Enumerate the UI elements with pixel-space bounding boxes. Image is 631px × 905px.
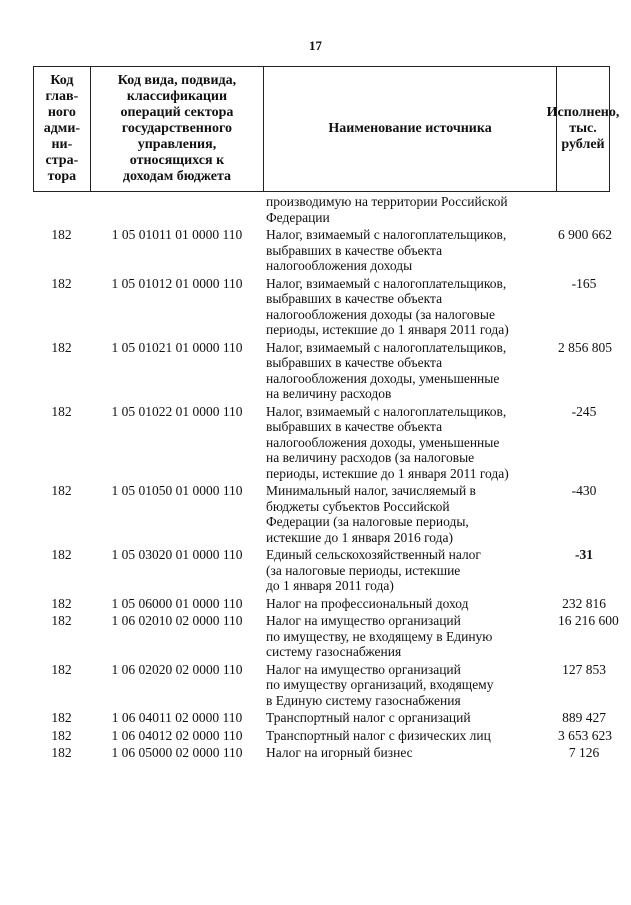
source-name-line: периоды, истекшие до 1 января 2011 года)	[266, 322, 509, 337]
source-name-line: Транспортный налог с организаций	[266, 710, 471, 725]
executed-amount-cell: -31	[575, 547, 593, 562]
admin-code-cell: 182	[51, 275, 72, 291]
table-row	[33, 596, 610, 612]
source-name-cell	[264, 613, 558, 660]
source-name-line: Налог на игорный бизнес	[266, 745, 413, 760]
admin-code-cell: 182	[51, 547, 72, 562]
source-name-line: бюджеты субъектов Российской	[266, 498, 450, 514]
source-name-line: Минимальный налог, зачисляемый в	[266, 483, 476, 498]
header-line: государственного	[121, 121, 232, 136]
executed-amount-cell: 889 427	[562, 710, 606, 725]
admin-code-cell: 182	[51, 710, 72, 725]
table-row	[33, 227, 610, 274]
source-name-cell	[264, 227, 558, 274]
header-line: относящихся к	[129, 153, 225, 168]
classification-code-cell: 1 06 02020 02 0000 110	[111, 661, 243, 677]
source-name-line: в Единую систему газоснабжения	[266, 692, 461, 708]
source-name-line: Налог, взимаемый с налогоплательщиков,	[266, 403, 507, 419]
admin-code-cell: 182	[51, 595, 72, 611]
source-name-line: Налог на имущество организаций	[266, 661, 461, 677]
source-name-line: налогообложения доходы (за налоговые	[266, 306, 495, 322]
admin-code-cell: 182	[51, 339, 72, 355]
executed-amount-cell: 7 126	[568, 745, 600, 760]
source-name-line: до 1 января 2011 года)	[266, 578, 394, 593]
executed-amount-cell: 16 216 600	[558, 613, 619, 628]
admin-code-cell: 182	[51, 727, 72, 743]
source-name-cell	[264, 596, 558, 612]
table-header	[33, 66, 620, 192]
source-name-line: истекшие до 1 января 2016 года)	[266, 529, 454, 545]
admin-code-cell: 182	[51, 661, 72, 677]
source-name-line: выбравших в качестве объекта	[266, 242, 443, 258]
source-name-cell	[264, 404, 558, 482]
executed-amount-cell: 6 900 662	[558, 227, 612, 242]
classification-code-cell	[90, 194, 264, 225]
header-line: Исполнено,	[546, 105, 620, 120]
source-name-line: выбравших в качестве объекта	[266, 355, 443, 370]
source-name-line: Федерации (за налоговые периоды,	[266, 514, 469, 529]
classification-code-cell: 1 06 02010 02 0000 110	[111, 613, 243, 628]
admin-code-cell: 182	[51, 613, 72, 628]
classification-code-cell: 1 06 04011 02 0000 110	[111, 710, 243, 725]
source-name-cell	[264, 547, 558, 594]
header-line: классификации	[126, 89, 228, 104]
header-executed-amount	[546, 67, 620, 191]
source-name-line: Транспортный налог с физических лиц	[266, 727, 491, 743]
source-name-line: выбравших в качестве объекта	[266, 419, 443, 434]
admin-code-cell: 182	[51, 745, 72, 760]
source-name-cell	[264, 728, 558, 744]
source-name-line: налогообложения доходы, уменьшенные	[266, 434, 500, 450]
source-name-cell	[264, 745, 558, 761]
table-row	[33, 404, 610, 482]
table-row	[33, 728, 610, 744]
header-classification-code	[91, 67, 264, 191]
source-name-cell	[264, 662, 558, 709]
source-name-line: на величину расходов (за налоговые	[266, 450, 475, 465]
source-name-line: налогообложения доходы, уменьшенные	[266, 370, 500, 386]
admin-code-cell: 182	[51, 483, 72, 498]
executed-amount-cell: 127 853	[562, 661, 606, 677]
source-name-line: Налог, взимаемый с налогоплательщиков,	[266, 339, 507, 355]
header-line: Код	[50, 73, 74, 88]
executed-amount-cell: 3 653 623	[558, 727, 612, 743]
source-name-line: Налог, взимаемый с налогоплательщиков,	[266, 275, 507, 291]
header-line: адми-	[43, 121, 81, 136]
source-name-line: производимую на территории Российской	[266, 194, 508, 209]
classification-code-cell: 1 05 01022 01 0000 110	[111, 403, 243, 419]
classification-code-cell: 1 05 01021 01 0000 110	[111, 339, 243, 355]
classification-code-cell: 1 05 01011 01 0000 110	[111, 227, 243, 242]
source-name-line: Налог на имущество организаций	[266, 613, 461, 628]
classification-code-cell: 1 05 03020 01 0000 110	[111, 547, 243, 562]
header-line: ного	[47, 105, 76, 120]
header-line: тыс.	[569, 121, 597, 136]
executed-amount-cell: -430	[571, 483, 597, 498]
source-name-line: Налог, взимаемый с налогоплательщиков,	[266, 227, 507, 242]
executed-amount-cell: -245	[571, 403, 597, 419]
source-name-line: выбравших в качестве объекта	[266, 291, 443, 306]
classification-code-cell: 1 05 01050 01 0000 110	[111, 483, 243, 498]
header-line: стра-	[45, 153, 79, 168]
admin-code-cell	[33, 194, 90, 225]
page-number: 17	[309, 38, 322, 53]
source-name-cell	[264, 340, 558, 402]
source-name-line: по имуществу организаций, входящему	[266, 677, 494, 692]
admin-code-cell: 182	[51, 227, 72, 242]
source-name-line: Федерации	[266, 209, 330, 225]
header-line: управления,	[137, 137, 217, 152]
header-line: ни-	[51, 137, 73, 152]
admin-code-cell: 182	[51, 403, 72, 419]
source-name-line: налогообложения доходы	[266, 258, 413, 273]
source-name-line: (за налоговые периоды, истекшие	[266, 562, 461, 578]
source-name-cell	[264, 710, 558, 726]
classification-code-cell: 1 05 01012 01 0000 110	[111, 275, 243, 291]
header-line: тора	[47, 169, 77, 184]
table-row	[33, 710, 610, 726]
source-name-line: Единый сельскохозяйственный налог	[266, 547, 481, 562]
source-name-line: Налог на профессиональный доход	[266, 595, 469, 611]
header-line: операций сектора	[120, 105, 234, 120]
table-row	[33, 613, 619, 660]
source-name-cell	[264, 483, 558, 545]
classification-code-cell: 1 05 06000 01 0000 110	[111, 595, 243, 611]
header-line: рублей	[561, 137, 605, 152]
classification-code-cell: 1 06 04012 02 0000 110	[111, 727, 243, 743]
header-line: Наименование источника	[328, 121, 492, 136]
source-name-line: по имуществу, не входящему в Единую	[266, 628, 493, 644]
header-admin-code	[34, 67, 91, 191]
header-line: доходам бюджета	[122, 169, 231, 184]
executed-amount-cell: 232 816	[562, 595, 606, 611]
header-line: Код вида, подвида,	[117, 73, 237, 88]
source-name-cell	[264, 276, 558, 338]
table-row	[33, 483, 610, 545]
source-name-cell	[264, 194, 558, 225]
executed-amount-cell	[558, 194, 610, 225]
table-body	[33, 194, 619, 763]
header-source-name	[264, 67, 557, 191]
table-row	[33, 194, 610, 225]
table-row	[33, 547, 610, 594]
table-row	[33, 745, 610, 761]
header-line: глав-	[45, 89, 79, 104]
table-row	[33, 276, 610, 338]
table-row	[33, 662, 610, 709]
table-row	[33, 340, 610, 402]
source-name-line: на величину расходов	[266, 386, 392, 401]
executed-amount-cell: -165	[571, 275, 597, 291]
source-name-line: систему газоснабжения	[266, 644, 402, 659]
executed-amount-cell: 2 856 805	[558, 339, 612, 355]
source-name-line: периоды, истекшие до 1 января 2011 года)	[266, 465, 509, 481]
classification-code-cell: 1 06 05000 02 0000 110	[111, 745, 243, 760]
